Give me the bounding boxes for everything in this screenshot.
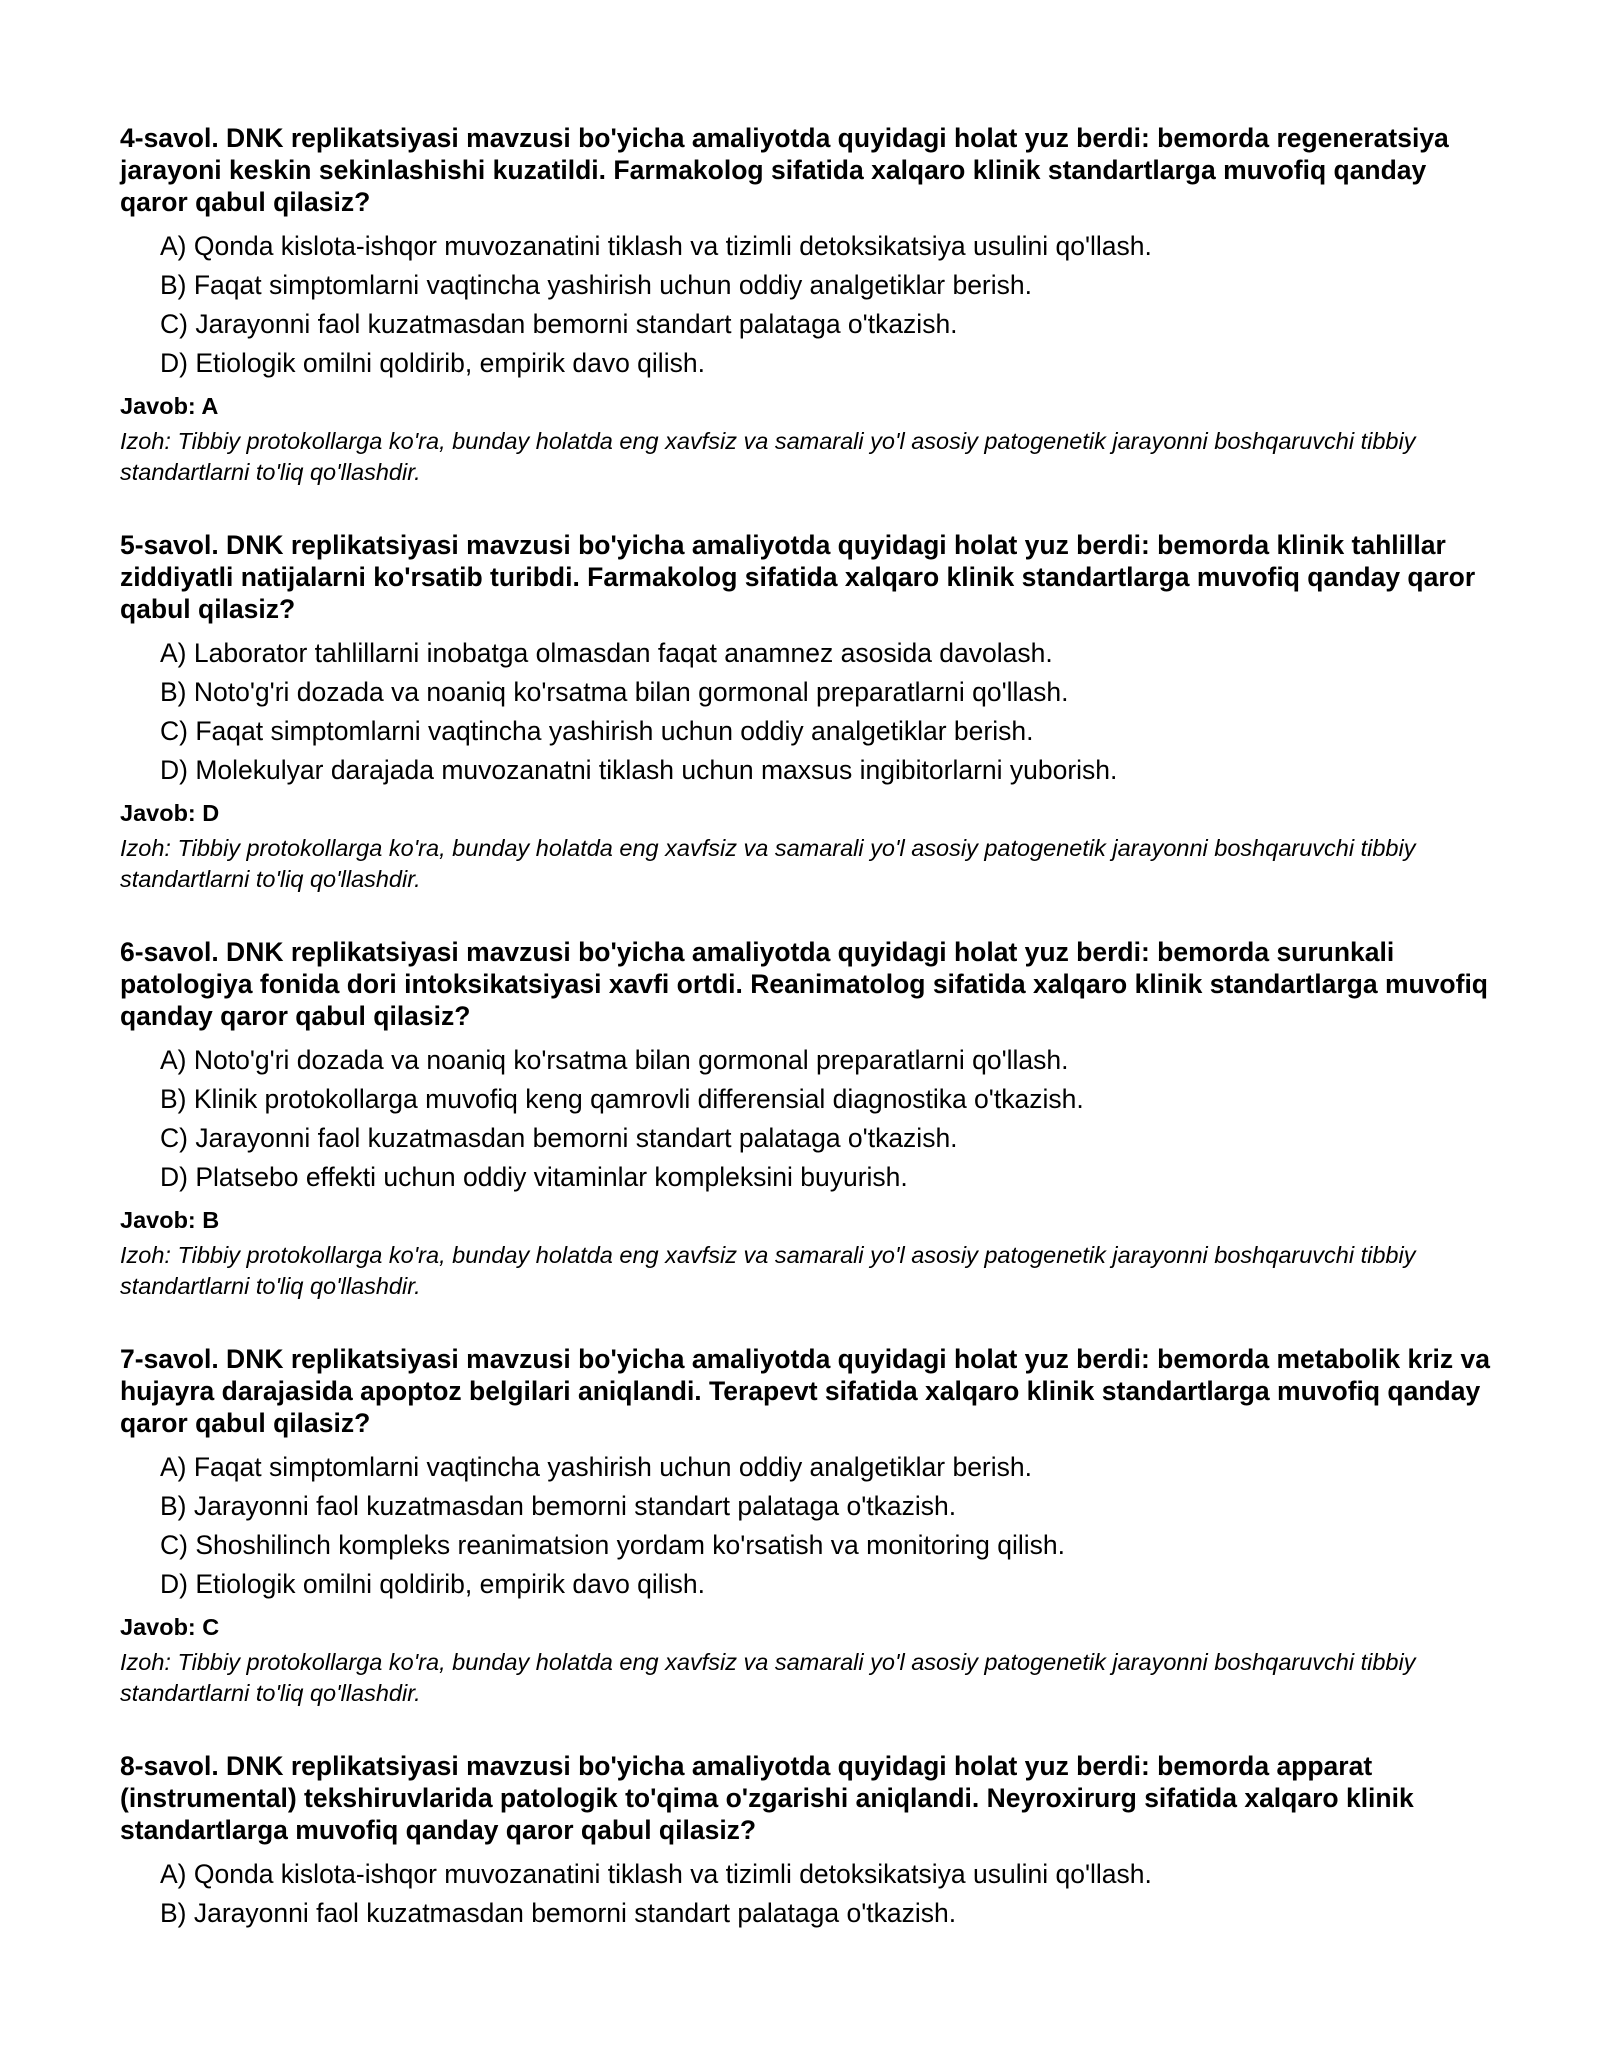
option-b: B) Jarayonni faol kuzatmasdan bemorni standart palataga o'tkazish. xyxy=(160,1491,957,1521)
option-a: A) Faqat simptomlarni vaqtincha yashirish uchun oddiy analgetiklar berish. xyxy=(160,1452,1032,1482)
question-title: 4-savol. DNK replikatsiyasi mavzusi bo'yicha amaliyotda quyidagi holat yuz berdi: bemorda regeneratsiya jarayoni keskin sekinlashishi kuzatildi. Farmakolog sifatida xalqaro klinik standartlarga muvofiq qanday qaror qabul qilasiz? xyxy=(120,123,1449,217)
option-c: C) Jarayonni faol kuzatmasdan bemorni standart palataga o'tkazish. xyxy=(160,309,958,339)
option-b: B) Noto'g'ri dozada va noaniq ko'rsatma bilan gormonal preparatlarni qo'llash. xyxy=(160,677,1069,707)
question-title: 7-savol. DNK replikatsiyasi mavzusi bo'yicha amaliyotda quyidagi holat yuz berdi: bemorda metabolik kriz va hujayra darajasida apoptoz belgilari aniqlandi. Terapevt sifatida xalqaro klinik standartlarga muvofiq qanday qaror qabul qilasiz? xyxy=(120,1344,1491,1438)
option-a: A) Qonda kislota-ishqor muvozanatini tiklash va tizimli detoksikatsiya usulini qo'llash. xyxy=(160,1859,1152,1889)
option-d: D) Etiologik omilni qoldirib, empirik davo qilish. xyxy=(160,348,705,378)
answer-label: Javob: C xyxy=(120,1614,220,1640)
question-block xyxy=(120,1750,1500,1933)
answer-label: Javob: D xyxy=(120,800,220,826)
question-title: 6-savol. DNK replikatsiyasi mavzusi bo'yicha amaliyotda quyidagi holat yuz berdi: bemorda surunkali patologiya fonida dori intoksikatsiyasi xavfi ortdi. Reanimatolog sifatida xalqaro klinik standartlarga muvofiq qanday qaror qabul qilasiz? xyxy=(120,937,1488,1031)
option-b: B) Faqat simptomlarni vaqtincha yashirish uchun oddiy analgetiklar berish. xyxy=(160,270,1032,300)
answer-label: Javob: B xyxy=(120,1207,220,1233)
option-b: B) Jarayonni faol kuzatmasdan bemorni standart palataga o'tkazish. xyxy=(160,1898,957,1928)
options-list xyxy=(120,1855,1500,1933)
explanation-note: Izoh: Tibbiy protokollarga ko'ra, bunday holatda eng xavfsiz va samarali yo'l asosiy patogenetik jarayonni boshqaruvchi tibbiy standartlarni to'liq qo'llashdir. xyxy=(120,1242,1416,1299)
answer-label: Javob: A xyxy=(120,393,219,419)
option-a: A) Qonda kislota-ishqor muvozanatini tiklash va tizimli detoksikatsiya usulini qo'llash. xyxy=(160,231,1152,261)
explanation-note: Izoh: Tibbiy protokollarga ko'ra, bunday holatda eng xavfsiz va samarali yo'l asosiy patogenetik jarayonni boshqaruvchi tibbiy standartlarni to'liq qo'llashdir. xyxy=(120,1649,1416,1706)
explanation-note: Izoh: Tibbiy protokollarga ko'ra, bunday holatda eng xavfsiz va samarali yo'l asosiy patogenetik jarayonni boshqaruvchi tibbiy standartlarni to'liq qo'llashdir. xyxy=(120,835,1416,892)
question-title: 8-savol. DNK replikatsiyasi mavzusi bo'yicha amaliyotda quyidagi holat yuz berdi: bemorda apparat (instrumental) tekshiruvlarida patologik to'qima o'zgarishi aniqlandi. Neyroxirurg sifatida xalqaro klinik standartlarga muvofiq qanday qaror qabul qilasiz? xyxy=(120,1751,1414,1845)
question-title: 5-savol. DNK replikatsiyasi mavzusi bo'yicha amaliyotda quyidagi holat yuz berdi: bemorda klinik tahlillar ziddiyatli natijalarni ko'rsatib turibdi. Farmakolog sifatida xalqaro klinik standartlarga muvofiq qanday qaror qabul qilasiz? xyxy=(120,530,1476,624)
option-d: D) Molekulyar darajada muvozanatni tiklash uchun maxsus ingibitorlarni yuborish. xyxy=(160,755,1118,785)
option-a: A) Laborator tahlillarni inobatga olmasdan faqat anamnez asosida davolash. xyxy=(160,638,1053,668)
options-list xyxy=(120,227,1500,383)
option-d: D) Etiologik omilni qoldirib, empirik davo qilish. xyxy=(160,1569,705,1599)
option-b: B) Klinik protokollarga muvofiq keng qamrovli differensial diagnostika o'tkazish. xyxy=(160,1084,1084,1114)
option-d: D) Platsebo effekti uchun oddiy vitaminlar kompleksini buyurish. xyxy=(160,1162,908,1192)
option-c: C) Jarayonni faol kuzatmasdan bemorni standart palataga o'tkazish. xyxy=(160,1123,958,1153)
options-list xyxy=(120,1041,1500,1197)
option-c: C) Faqat simptomlarni vaqtincha yashirish uchun oddiy analgetiklar berish. xyxy=(160,716,1034,746)
question-block xyxy=(120,122,1500,488)
question-block xyxy=(120,1343,1500,1709)
document-page xyxy=(120,122,1500,1974)
question-block xyxy=(120,936,1500,1302)
question-block xyxy=(120,529,1500,895)
option-c: C) Shoshilinch kompleks reanimatsion yordam ko'rsatish va monitoring qilish. xyxy=(160,1530,1065,1560)
options-list xyxy=(120,1448,1500,1604)
option-a: A) Noto'g'ri dozada va noaniq ko'rsatma bilan gormonal preparatlarni qo'llash. xyxy=(160,1045,1069,1075)
options-list xyxy=(120,634,1500,790)
explanation-note: Izoh: Tibbiy protokollarga ko'ra, bunday holatda eng xavfsiz va samarali yo'l asosiy patogenetik jarayonni boshqaruvchi tibbiy standartlarni to'liq qo'llashdir. xyxy=(120,428,1416,485)
